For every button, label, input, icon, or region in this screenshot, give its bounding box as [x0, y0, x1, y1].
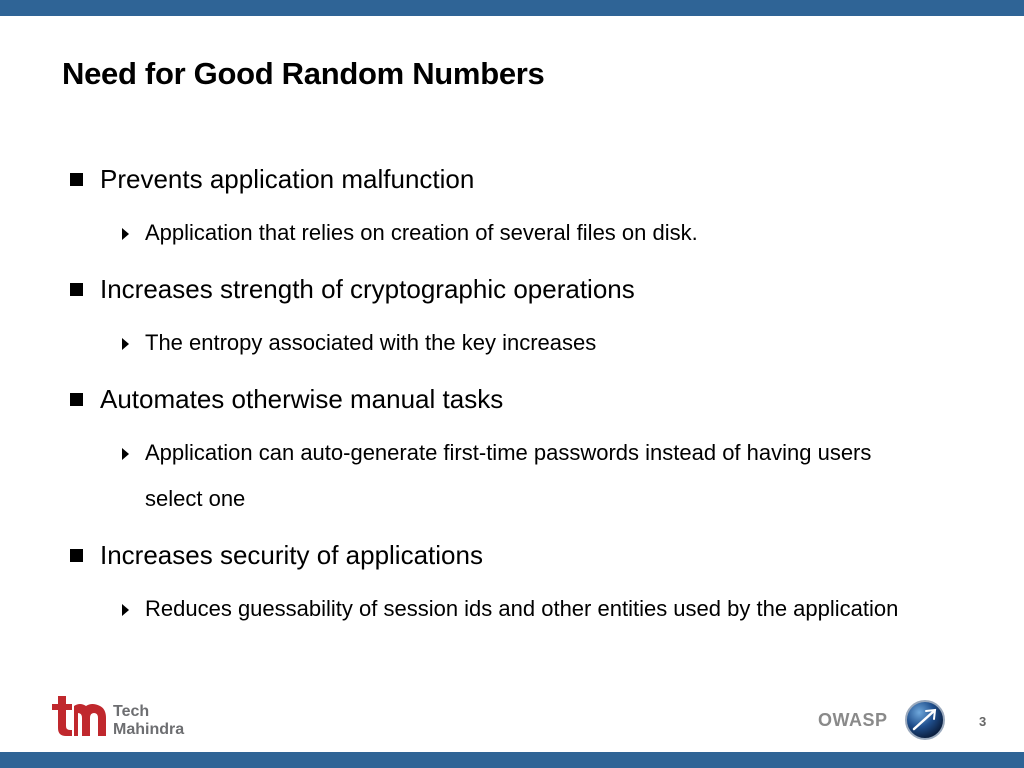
sub-bullet-text: Application can auto-generate first-time passwords instead of having users select one: [145, 440, 872, 511]
slide-title: Need for Good Random Numbers: [62, 56, 545, 91]
bullet-text: Increases security of applications: [100, 540, 483, 570]
square-bullet-icon: [70, 283, 83, 296]
triangle-bullet-icon: [122, 228, 129, 240]
sub-bullet-item: [122, 442, 922, 534]
bullet-text: Increases strength of cryptographic operations: [100, 274, 635, 304]
bullet-text: Prevents application malfunction: [100, 164, 475, 194]
triangle-bullet-icon: [122, 604, 129, 616]
triangle-bullet-icon: [122, 338, 129, 350]
owasp-label: OWASP: [818, 710, 888, 730]
bullet-item: [70, 384, 503, 415]
square-bullet-icon: [70, 549, 83, 562]
tech-mahindra-logo: [50, 692, 220, 738]
sub-bullet-text: Reduces guessability of session ids and other entities used by the application: [145, 596, 899, 621]
square-bullet-icon: [70, 393, 83, 406]
triangle-bullet-icon: [122, 448, 129, 460]
top-accent-bar: [0, 0, 1024, 16]
sub-bullet-item: [122, 332, 922, 378]
sub-bullet-text: The entropy associated with the key increases: [145, 330, 597, 355]
bullet-item: [70, 274, 635, 305]
bullet-item: [70, 164, 474, 195]
sub-bullet-text: Application that relies on creation of several files on disk.: [145, 220, 698, 245]
page-number: 3: [979, 714, 987, 729]
logo-text-tech: Tech: [113, 703, 150, 720]
logo-text-mahindra: Mahindra: [113, 721, 185, 738]
bullet-item: [70, 540, 483, 571]
sub-bullet-item: [122, 598, 922, 644]
bullet-text: Automates otherwise manual tasks: [100, 384, 504, 414]
square-bullet-icon: [70, 173, 83, 186]
sub-bullet-item: [122, 222, 922, 268]
owasp-globe-icon: [904, 699, 946, 741]
bottom-accent-bar: [0, 752, 1024, 768]
